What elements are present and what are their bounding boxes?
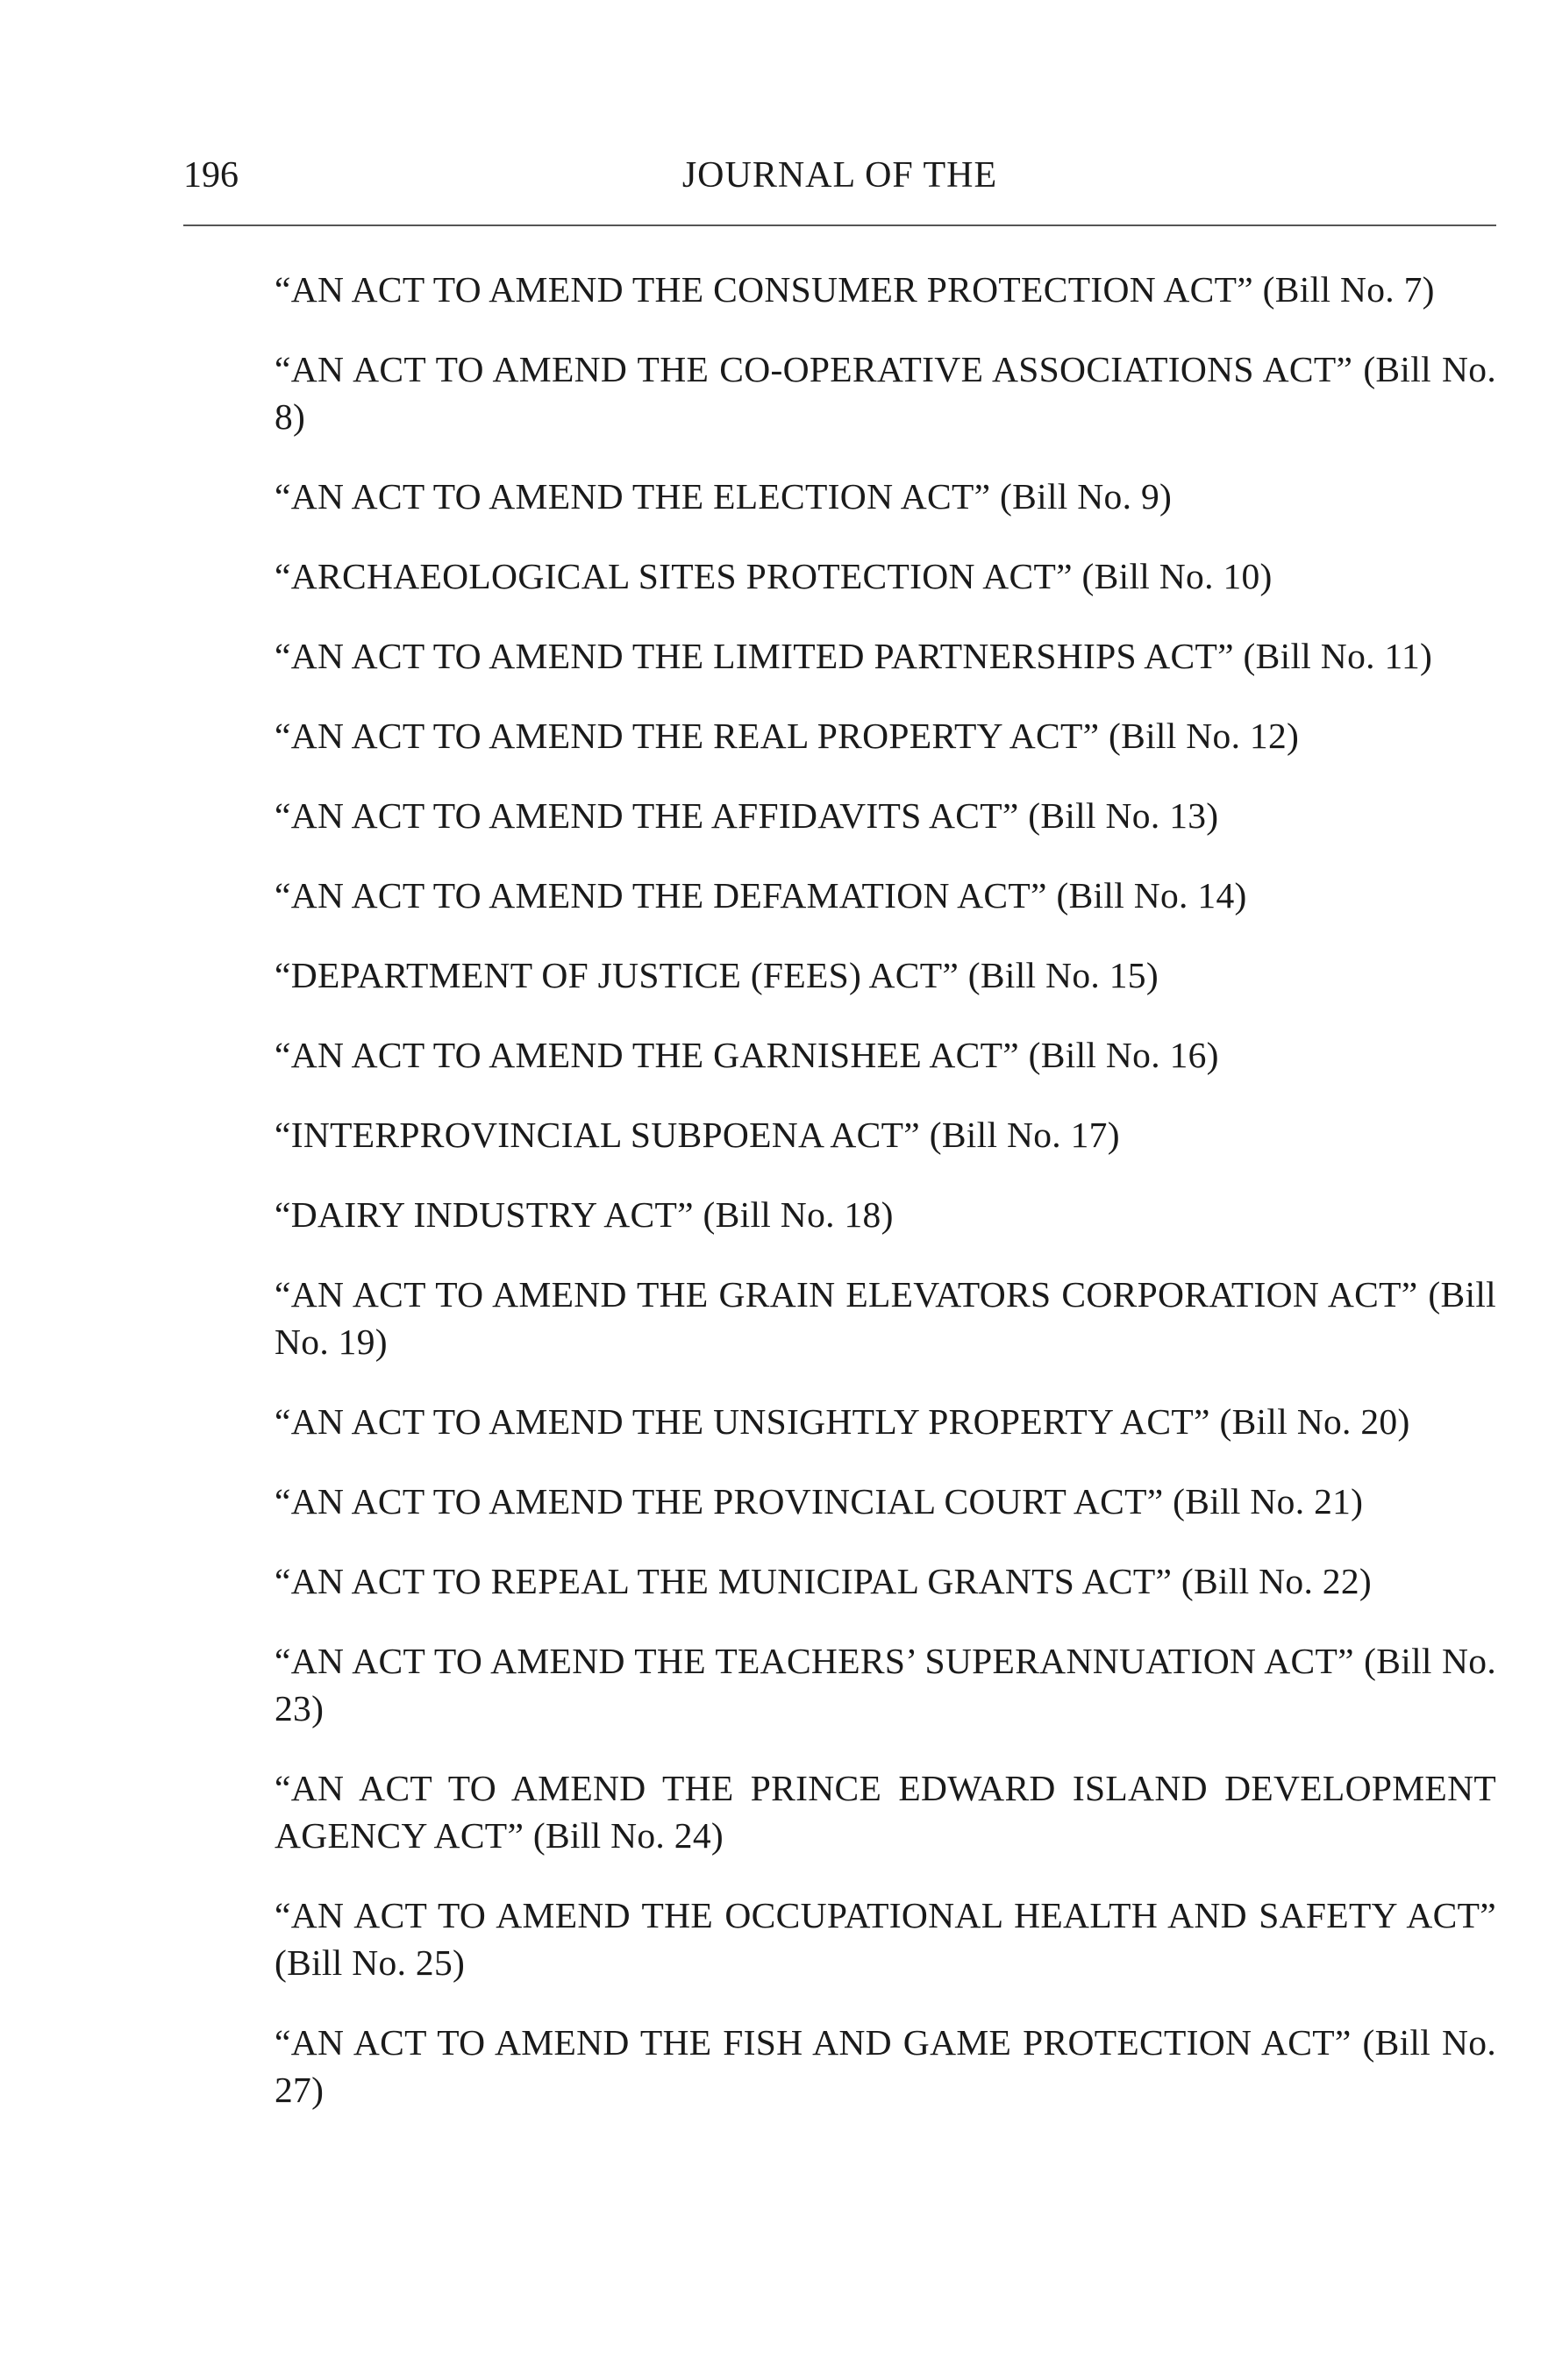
bill-entry: “AN ACT TO AMEND THE AFFIDAVITS ACT” (Bill No. 13)	[275, 795, 1219, 836]
bill-entry: “ARCHAEOLOGICAL SITES PROTECTION ACT” (Bill No. 10)	[275, 556, 1273, 596]
page-number: 196	[183, 155, 239, 196]
bill-list	[275, 266, 1496, 2146]
bill-entry: “AN ACT TO AMEND THE OCCUPATIONAL HEALTH AND SAFETY ACT” (Bill No. 25)	[275, 1895, 1496, 1983]
bill-entry: “AN ACT TO AMEND THE PRINCE EDWARD ISLAND DEVELOPMENT AGENCY ACT” (Bill No. 24)	[275, 1768, 1496, 1856]
running-title: JOURNAL OF THE	[681, 155, 998, 196]
bill-entry: “AN ACT TO AMEND THE GARNISHEE ACT” (Bill No. 16)	[275, 1035, 1219, 1075]
bill-entry: “AN ACT TO AMEND THE CONSUMER PROTECTION ACT” (Bill No. 7)	[275, 269, 1435, 310]
bill-entry: “AN ACT TO AMEND THE UNSIGHTLY PROPERTY ACT” (Bill No. 20)	[275, 1401, 1410, 1442]
bill-entry: “AN ACT TO AMEND THE GRAIN ELEVATORS CORPORATION ACT” (Bill No. 19)	[275, 1274, 1496, 1362]
bill-entry: “DEPARTMENT OF JUSTICE (FEES) ACT” (Bill No. 15)	[275, 955, 1159, 995]
bill-entry: “AN ACT TO AMEND THE LIMITED PARTNERSHIPS ACT” (Bill No. 11)	[275, 636, 1433, 676]
page-header	[183, 149, 1496, 202]
bill-entry: “AN ACT TO AMEND THE DEFAMATION ACT” (Bill No. 14)	[275, 875, 1247, 916]
bill-entry: “AN ACT TO AMEND THE CO-OPERATIVE ASSOCIATIONS ACT” (Bill No. 8)	[275, 349, 1496, 437]
header-divider	[183, 224, 1496, 226]
bill-entry: “AN ACT TO AMEND THE TEACHERS’ SUPERANNUATION ACT” (Bill No. 23)	[275, 1641, 1496, 1728]
bill-entry: “INTERPROVINCIAL SUBPOENA ACT” (Bill No. 17)	[275, 1115, 1120, 1155]
bill-entry: “DAIRY INDUSTRY ACT” (Bill No. 18)	[275, 1194, 894, 1235]
bill-entry: “AN ACT TO AMEND THE ELECTION ACT” (Bill No. 9)	[275, 476, 1173, 517]
bill-entry: “AN ACT TO AMEND THE PROVINCIAL COURT ACT” (Bill No. 21)	[275, 1481, 1364, 1521]
bill-entry: “AN ACT TO AMEND THE FISH AND GAME PROTECTION ACT” (Bill No. 27)	[275, 2022, 1496, 2110]
bill-entry: “AN ACT TO REPEAL THE MUNICIPAL GRANTS ACT” (Bill No. 22)	[275, 1561, 1373, 1601]
bill-entry: “AN ACT TO AMEND THE REAL PROPERTY ACT” (Bill No. 12)	[275, 716, 1300, 756]
